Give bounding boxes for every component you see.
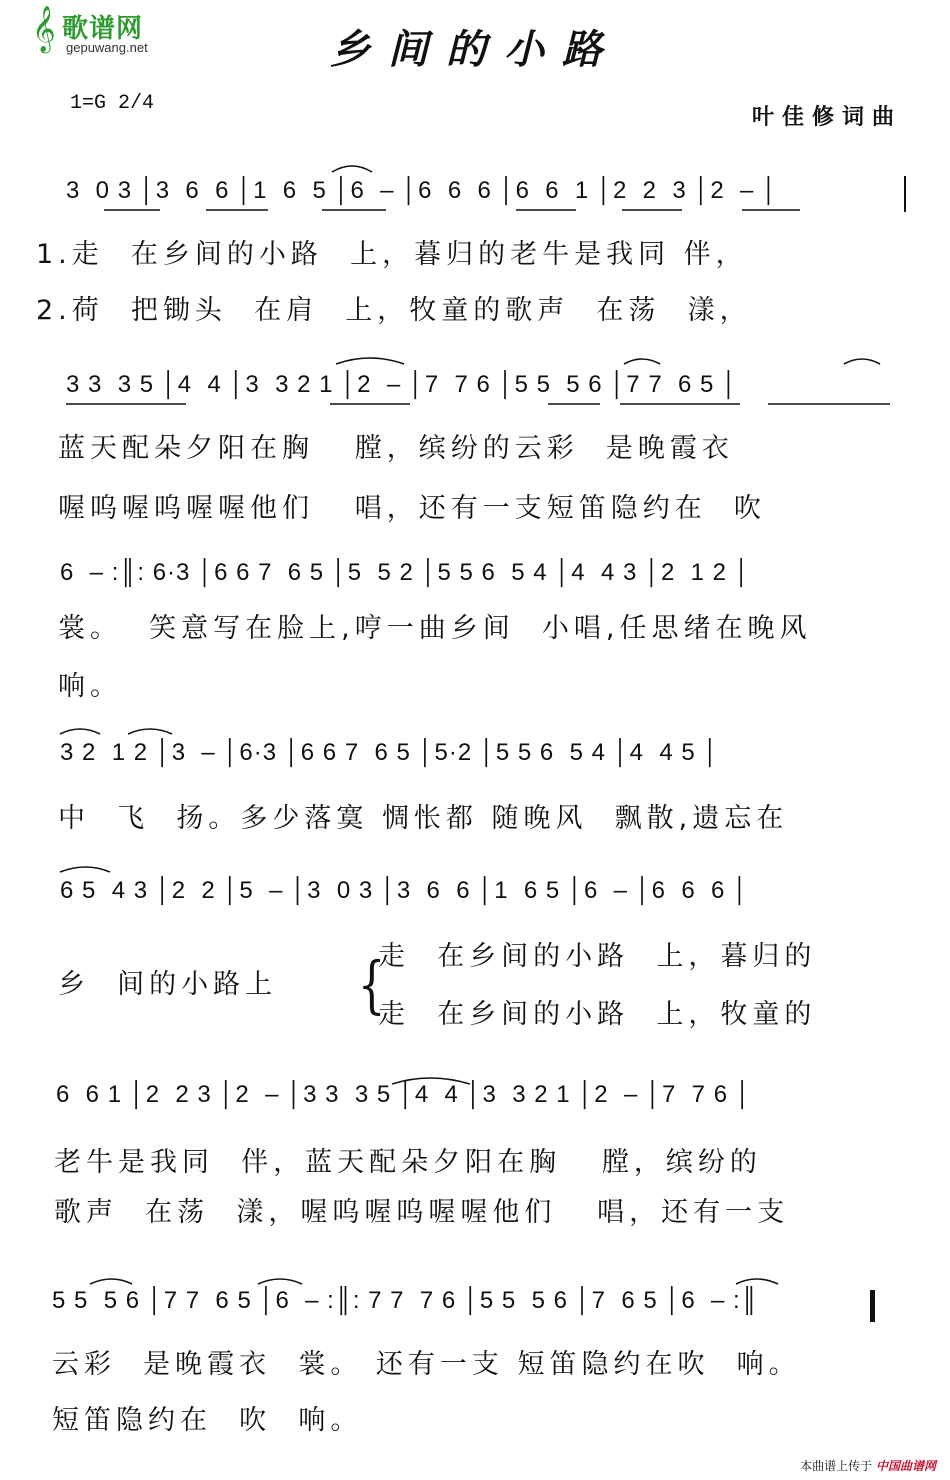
lyric-line-4a: 中 飞 扬。多少落寞 惆怅都 随晚风 飘散,遗忘在 [58, 803, 789, 834]
lyric-line-3a: 裳。 笑意写在脸上,哼一曲乡间 小唱,任思绪在晚风 [58, 613, 812, 644]
lyric-line-5a: 走 在乡间的小路 上，暮归的 [378, 941, 817, 972]
treble-clef-icon: 𝄞 [32, 6, 56, 52]
bar-line [904, 176, 906, 212]
notation-line-3: 6 – :║: 6·3 │6 6 7 6 5 │5 5 2 │5 5 6 5 4 │4 4 3 │2 1 2 │ [60, 559, 751, 586]
lyric-line-7b: 短笛隐约在 吹 响。 [52, 1405, 363, 1436]
notation-line-7: 5 5 5 6 │7 7 6 5 │6 – :║: 7 7 7 6 │5 5 5 6 │7 6 5 │6 – :║ [52, 1287, 759, 1314]
logo-text: 歌谱网 [62, 14, 144, 44]
tie [844, 359, 880, 364]
notation-line-5: 6 5 4 3 │2 2 │5 – │3 0 3 │3 6 6 │1 6 5 │6 – │6 6 6 │ [60, 877, 750, 904]
verse-brace: { [357, 948, 386, 1021]
lyric-line-5b: 走 在乡间的小路 上，牧童的 [378, 999, 817, 1030]
lyric-line-3b: 响。 [58, 671, 122, 702]
notation-line-4: 3 2 1 2 │3 – │6·3 │6 6 7 6 5 │5·2 │5 5 6 5 4 │4 4 5 │ [60, 739, 720, 766]
tie [624, 359, 660, 364]
lyric-line-6a: 老牛是我同 伴，蓝天配朵夕阳在胸 膛，缤纷的 [54, 1147, 762, 1178]
lyric-line-7a: 云彩 是晚霞衣 裳。 还有一支 短笛隐约在吹 响。 [52, 1349, 801, 1380]
tie [90, 1279, 132, 1284]
tie [258, 1279, 302, 1284]
tie [392, 1078, 470, 1084]
key-signature: 1=G 2/4 [70, 92, 155, 115]
tie [736, 1279, 778, 1284]
notation-line-2: 3 3 3 5 │4 4 │3 3 2 1 │2 – │7 7 6 │5 5 5 6 │7 7 6 5 │ [66, 371, 739, 398]
lyric-line-2b: 喔呜喔呜喔喔他们 唱，还有一支短笛隐约在 吹 [58, 493, 766, 524]
footer-text: 本曲谱上传于 [800, 1459, 873, 1473]
notation-line-6: 6 6 1 │2 2 3 │2 – │3 3 3 5 │4 4 │3 3 2 1 │2 – │7 7 6 │ [56, 1081, 752, 1108]
tie [332, 166, 372, 172]
tie [60, 867, 110, 872]
lyric-line-6b: 歌声 在荡 漾，喔呜喔呜喔喔他们 唱，还有一支 [54, 1197, 790, 1228]
tie [128, 729, 172, 734]
footer-brand[interactable]: 中国曲谱网 [875, 1459, 936, 1473]
lyric-line-1b: 2.荷 把锄头 在肩 上，牧童的歌声 在荡 漾， [36, 295, 752, 326]
tie [60, 729, 100, 734]
logo-url: gepuwang.net [66, 40, 148, 55]
footer-credit [800, 1457, 936, 1474]
tie [336, 358, 404, 364]
lyric-line-1a: 1.走 在乡间的小路 上，暮归的老牛是我同 伴， [36, 239, 748, 270]
lyric-line-5-lead: 乡 间的小路上 [58, 969, 278, 1000]
song-title: 乡间的小路 [330, 26, 620, 73]
final-bar [870, 1290, 875, 1322]
song-author: 叶佳修词曲 [751, 104, 902, 130]
lyric-line-2a: 蓝天配朵夕阳在胸 膛，缤纷的云彩 是晚霞衣 [58, 433, 734, 464]
notation-line-1: 3 0 3 │3 6 6 │1 6 5 │6 – │6 6 6 │6 6 1 │2 2 3 │2 – │ [66, 177, 779, 204]
